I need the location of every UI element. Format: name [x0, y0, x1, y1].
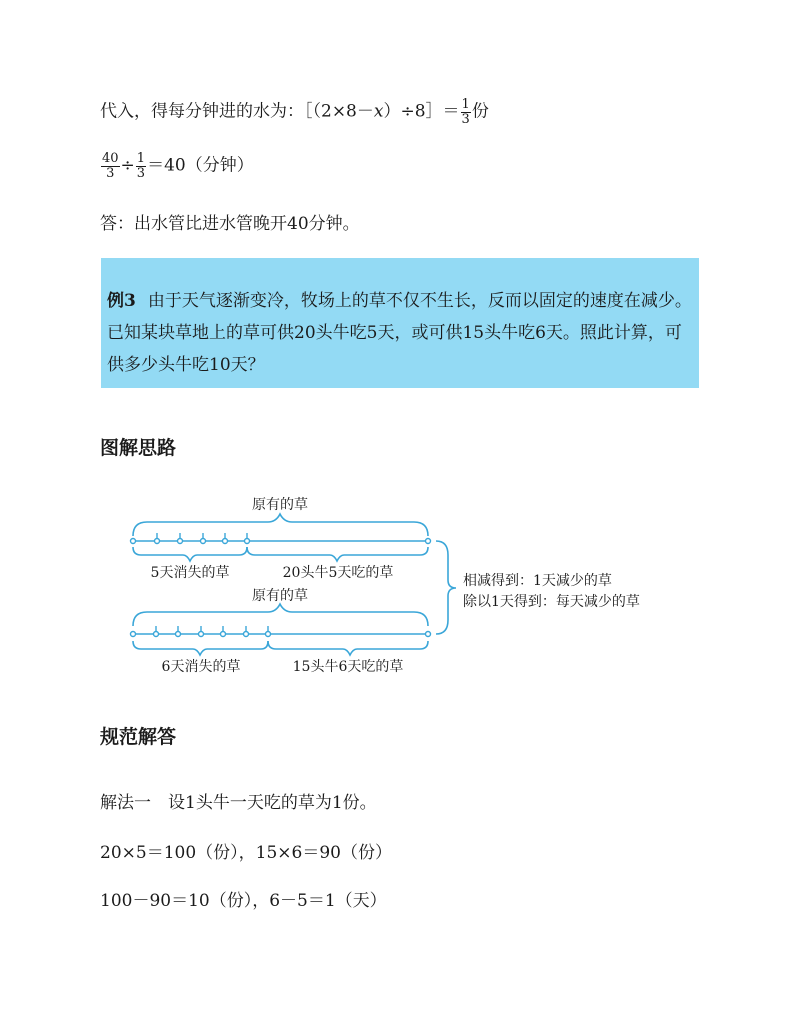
- example-label: 例3: [107, 291, 136, 311]
- brace-bottom-2-right: [268, 641, 428, 655]
- calc-line-2: 100－90＝10（份），6－5＝1（天）: [100, 891, 387, 911]
- example-text: 例3 由于天气逐渐变冷，牧场上的草不仅不生长，反而以固定的速度在减少。已知某块草地上的草可供20头牛吃5天，或可供15头牛吃6天。照此计算，可供多少头牛吃10天？: [107, 291, 692, 375]
- answer-line: 答：出水管比进水管晚开40分钟。: [100, 214, 360, 234]
- division-line: $\frac{40}{3}$ ÷ $\frac{1}{3}$ ＝40（分钟）: [102, 151, 254, 181]
- ticks-row-1: [131, 533, 431, 544]
- brace-top-1: [133, 514, 428, 536]
- note-divide: 除以1天得到：每天减少的草: [463, 594, 640, 610]
- calc-line-1: 20×5＝100（份），15×6＝90（份）: [100, 843, 392, 863]
- solution-intro: 解法一 设1头牛一天吃的草为1份。: [100, 793, 377, 813]
- section-title-diagram: 图解思路: [100, 437, 177, 459]
- fraction: $\frac{40}{3}$: [102, 151, 119, 181]
- label-row1-left: 5天消失的草: [150, 565, 230, 581]
- brace-bottom-2-left: [133, 641, 268, 655]
- label-row1-right: 20头牛5天吃的草: [282, 565, 394, 581]
- label-original-grass-1: 原有的草: [252, 497, 308, 513]
- brace-bottom-1-right: [247, 547, 428, 561]
- brace-bottom-1-left: [133, 547, 247, 561]
- label-row2-left: 6天消失的草: [161, 659, 241, 675]
- right-bracket: [436, 541, 456, 634]
- substitution-line: 代入，得每分钟进的水为：［（2×8－x）÷8］＝ $\frac{1}{3}$ 份: [100, 97, 489, 127]
- fraction: $\frac{1}{3}$: [461, 97, 470, 127]
- note-subtract: 相减得到：1天减少的草: [463, 573, 612, 589]
- brace-top-2: [133, 604, 428, 626]
- section-title-solution: 规范解答: [100, 726, 177, 748]
- variable-x: x: [373, 101, 384, 122]
- fraction: $\frac{1}{3}$: [136, 151, 146, 181]
- label-original-grass-2: 原有的草: [252, 588, 308, 604]
- label-row2-right: 15头牛6天吃的草: [292, 659, 404, 675]
- ticks-row-2: [131, 626, 431, 637]
